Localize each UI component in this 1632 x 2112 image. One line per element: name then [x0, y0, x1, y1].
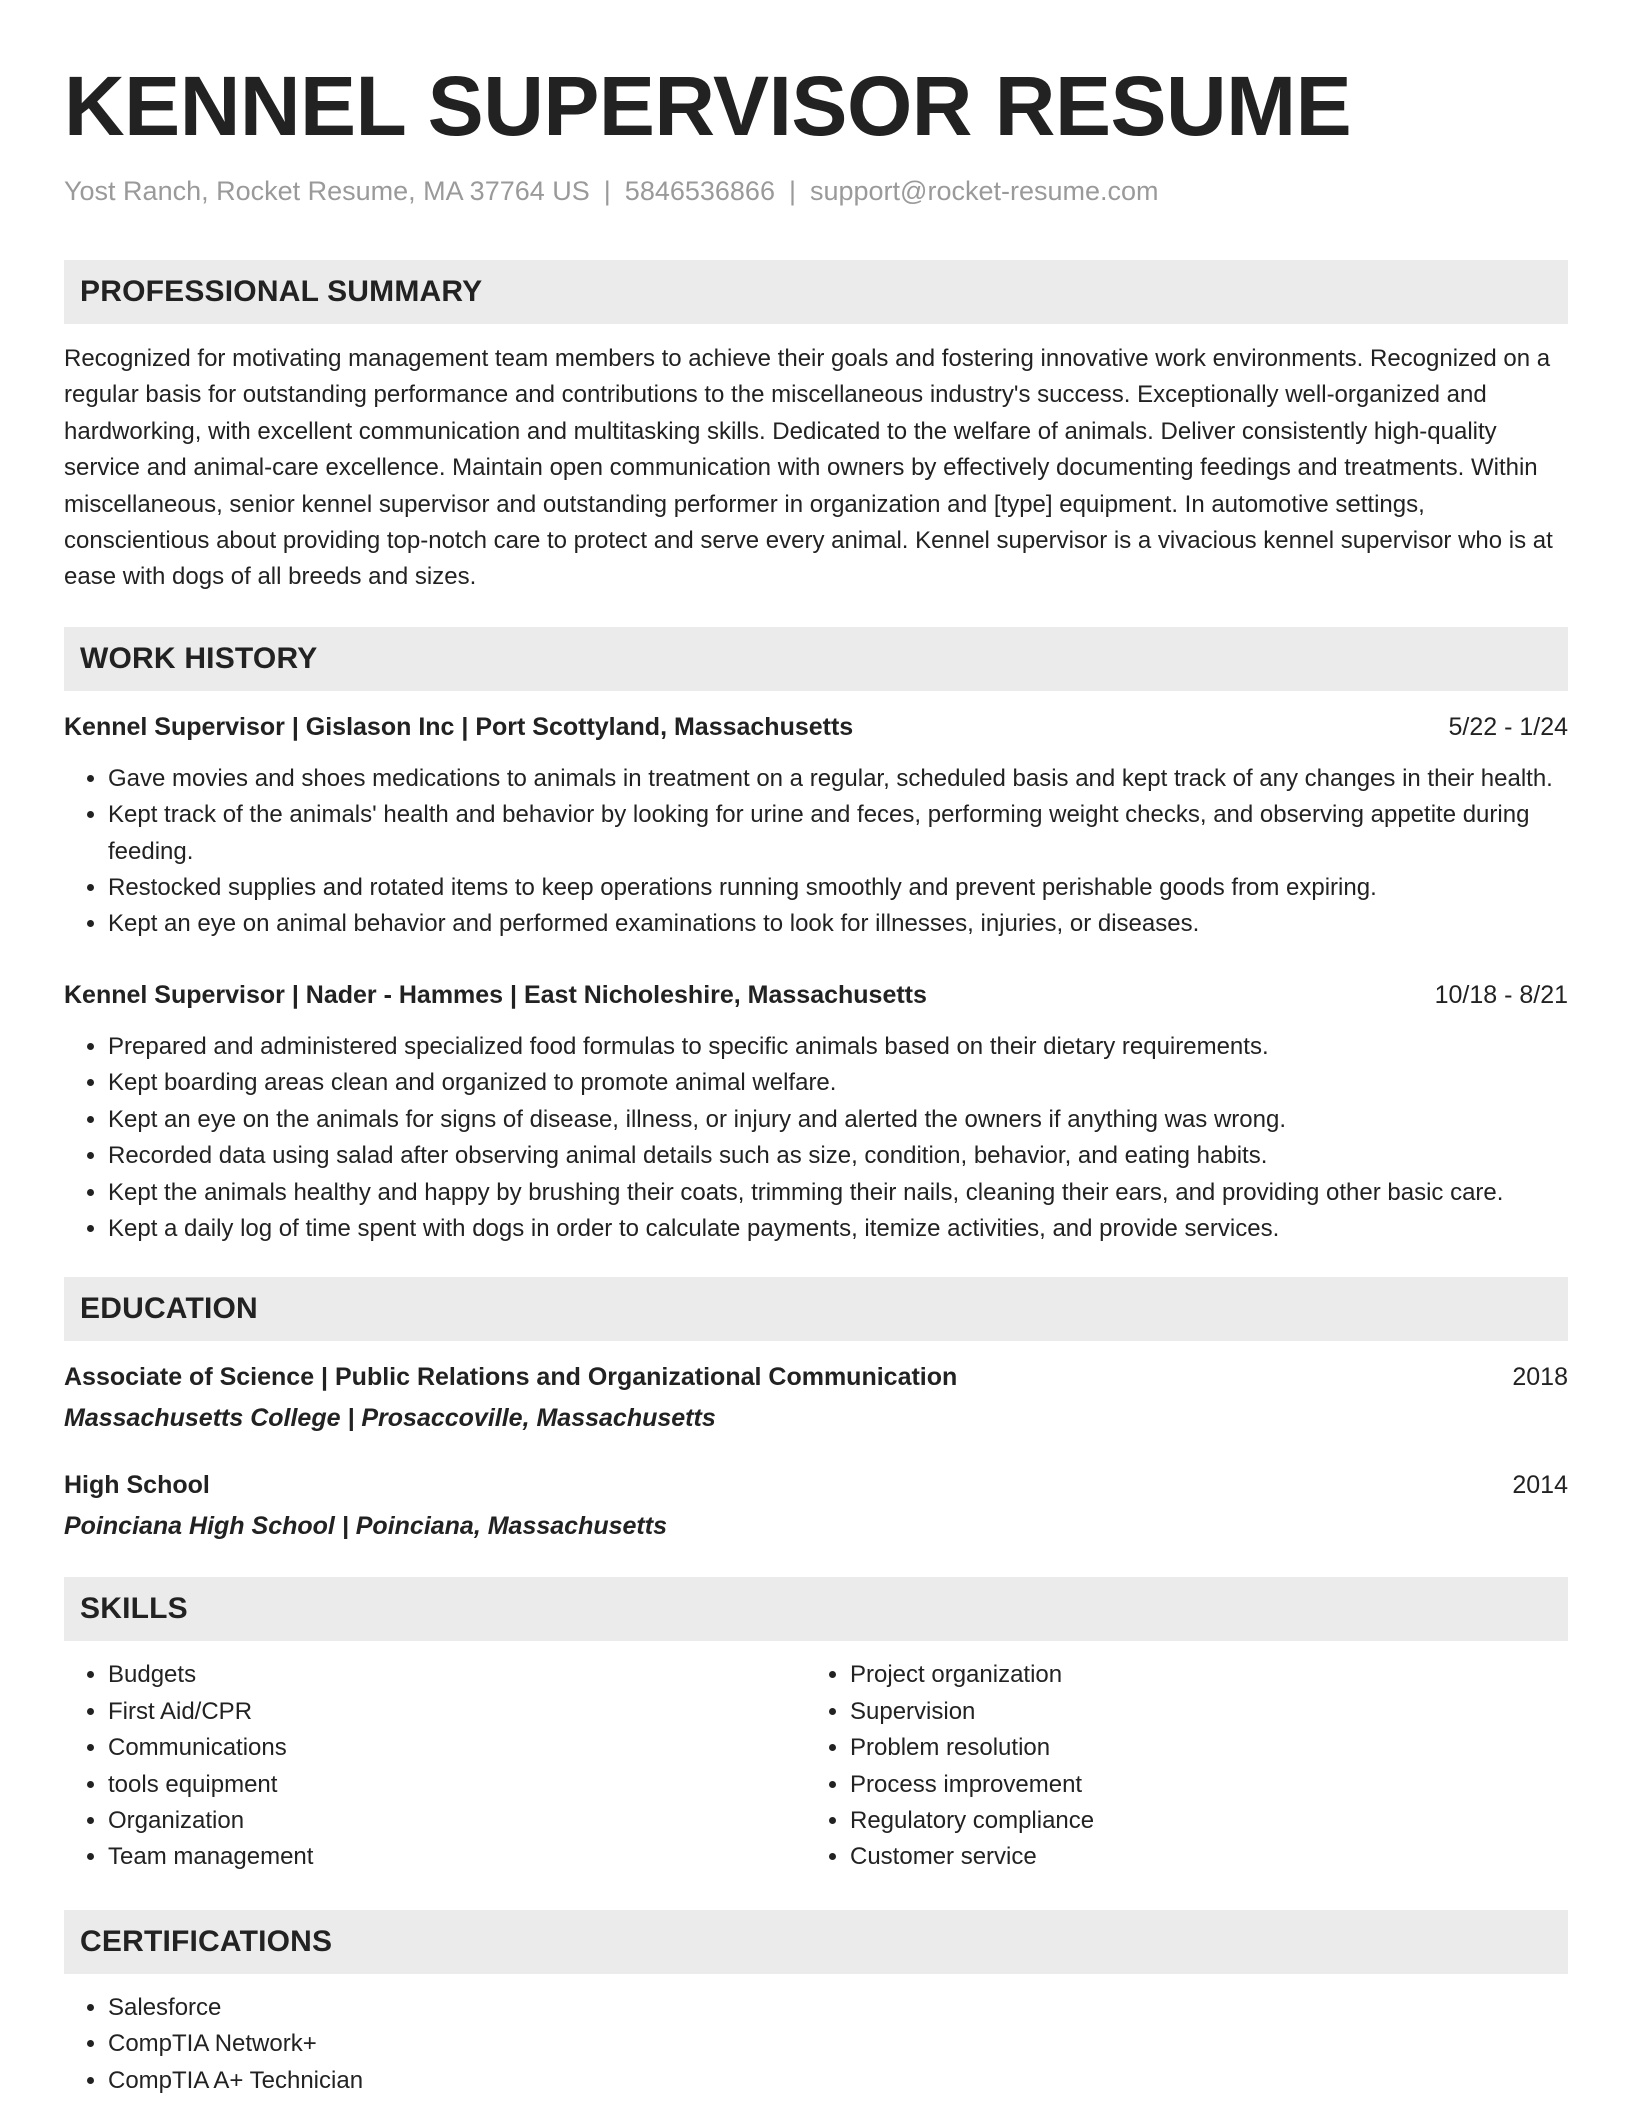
job-bullets	[64, 761, 1568, 943]
contact-line	[64, 174, 1568, 208]
resume-title: KENNEL SUPERVISOR RESUME	[64, 59, 1352, 153]
education-heading: EDUCATION	[64, 1277, 1568, 1341]
certifications-list	[64, 1990, 1568, 2099]
summary-heading: PROFESSIONAL SUMMARY	[64, 260, 1568, 324]
education-year: 2014	[1512, 1471, 1568, 1500]
work-history-heading: WORK HISTORY	[64, 627, 1568, 691]
job-bullet: • Kept the animals healthy and happy by brushing their coats, trimming their nails, cleaning their ears, and providing other basic care.	[108, 1175, 1568, 1211]
job-bullet: • Kept track of the animals' health and behavior by looking for urine and feces, performing weight checks, and observing appetite during feeding.	[108, 797, 1568, 870]
summary-text: Recognized for motivating management team members to achieve their goals and fostering innovative work environments. Recognized on a regular basis for outstanding performance and contributions to the miscellaneous industry's success. Exceptionally well-organized and hardworking, with excellent communication and multitasking skills. Dedicated to the welfare of animals. Deliver consistently high-quality service and animal-care excellence. Maintain open communication with owners by effectively documenting feedings and treatments. Within miscellaneous, senior kennel supervisor and outstanding performer in organization and [type] equipment. In automotive settings, conscientious about providing top-notch care to protect and serve every animal. Kennel supervisor is a vivacious kennel supervisor who is at ease with dogs of all breeds and sizes.	[64, 345, 1553, 591]
job-entry	[64, 977, 1568, 1247]
skill-item: • Supervision	[850, 1694, 1548, 1730]
skills-list-left	[64, 1657, 806, 1875]
skill-item: • Communications	[108, 1730, 806, 1766]
contact-address: Yost Ranch, Rocket Resume, MA 37764 US	[64, 176, 590, 206]
skill-item: • Customer service	[850, 1839, 1548, 1875]
skill-item: • Process improvement	[850, 1767, 1548, 1803]
skill-item: • Organization	[108, 1803, 806, 1839]
skills-heading: SKILLS	[64, 1577, 1568, 1641]
job-bullet: • Kept a daily log of time spent with dogs in order to calculate payments, itemize activities, and provide services.	[108, 1211, 1568, 1247]
job-bullets	[64, 1029, 1568, 1247]
contact-phone: 5846536866	[624, 176, 775, 206]
job-bullet: • Gave movies and shoes medications to animals in treatment on a regular, scheduled basis and kept track of any changes in their health.	[108, 761, 1568, 797]
job-entry	[64, 709, 1568, 943]
skills-list-right	[806, 1657, 1548, 1875]
education-header	[64, 1359, 1568, 1395]
education-header	[64, 1467, 1568, 1503]
education-school: Massachusetts College | Prosaccoville, Massachusetts	[64, 1404, 716, 1433]
certifications-heading: CERTIFICATIONS	[64, 1910, 1568, 1974]
education-degree: Associate of Science | Public Relations and Organizational Communication	[64, 1363, 958, 1392]
job-bullet: • Kept boarding areas clean and organized to promote animal welfare.	[108, 1065, 1568, 1101]
job-title: Kennel Supervisor | Nader - Hammes | East Nicholeshire, Massachusetts	[64, 980, 927, 1009]
job-bullet: • Restocked supplies and rotated items to keep operations running smoothly and prevent perishable goods from expiring.	[108, 870, 1568, 906]
contact-separator: |	[788, 176, 796, 206]
education-entry	[64, 1359, 1568, 1437]
contact-separator: |	[603, 176, 611, 206]
skill-item: • Team management	[108, 1839, 806, 1875]
skills-columns	[64, 1657, 1568, 1875]
certification-item: • CompTIA A+ Technician	[108, 2063, 1568, 2099]
job-dates: 5/22 - 1/24	[1448, 712, 1568, 741]
contact-email: support@rocket-resume.com	[809, 176, 1159, 206]
skill-item: • Project organization	[850, 1657, 1548, 1693]
skill-item: • Budgets	[108, 1657, 806, 1693]
skill-item: • Regulatory compliance	[850, 1803, 1548, 1839]
education-school: Poinciana High School | Poinciana, Massachusetts	[64, 1512, 667, 1541]
job-header	[64, 709, 1568, 745]
job-title: Kennel Supervisor | Gislason Inc | Port Scottyland, Massachusetts	[64, 712, 854, 741]
job-bullet: • Recorded data using salad after observing animal details such as size, condition, behavior, and eating habits.	[108, 1138, 1568, 1174]
skill-item: • Problem resolution	[850, 1730, 1548, 1766]
job-bullet: • Kept an eye on the animals for signs of disease, illness, or injury and alerted the owners if anything was wrong.	[108, 1102, 1568, 1138]
job-header	[64, 977, 1568, 1013]
job-bullet: • Prepared and administered specialized food formulas to specific animals based on their dietary requirements.	[108, 1029, 1568, 1065]
education-year: 2018	[1512, 1363, 1568, 1392]
skill-item: • tools equipment	[108, 1767, 806, 1803]
job-dates: 10/18 - 8/21	[1434, 980, 1568, 1009]
education-degree: High School	[64, 1471, 210, 1500]
certification-item: • CompTIA Network+	[108, 2026, 1568, 2062]
job-bullet: • Kept an eye on animal behavior and performed examinations to look for illnesses, injuries, or diseases.	[108, 906, 1568, 942]
skill-item: • First Aid/CPR	[108, 1694, 806, 1730]
certification-item: • Salesforce	[108, 1990, 1568, 2026]
education-entry	[64, 1467, 1568, 1545]
